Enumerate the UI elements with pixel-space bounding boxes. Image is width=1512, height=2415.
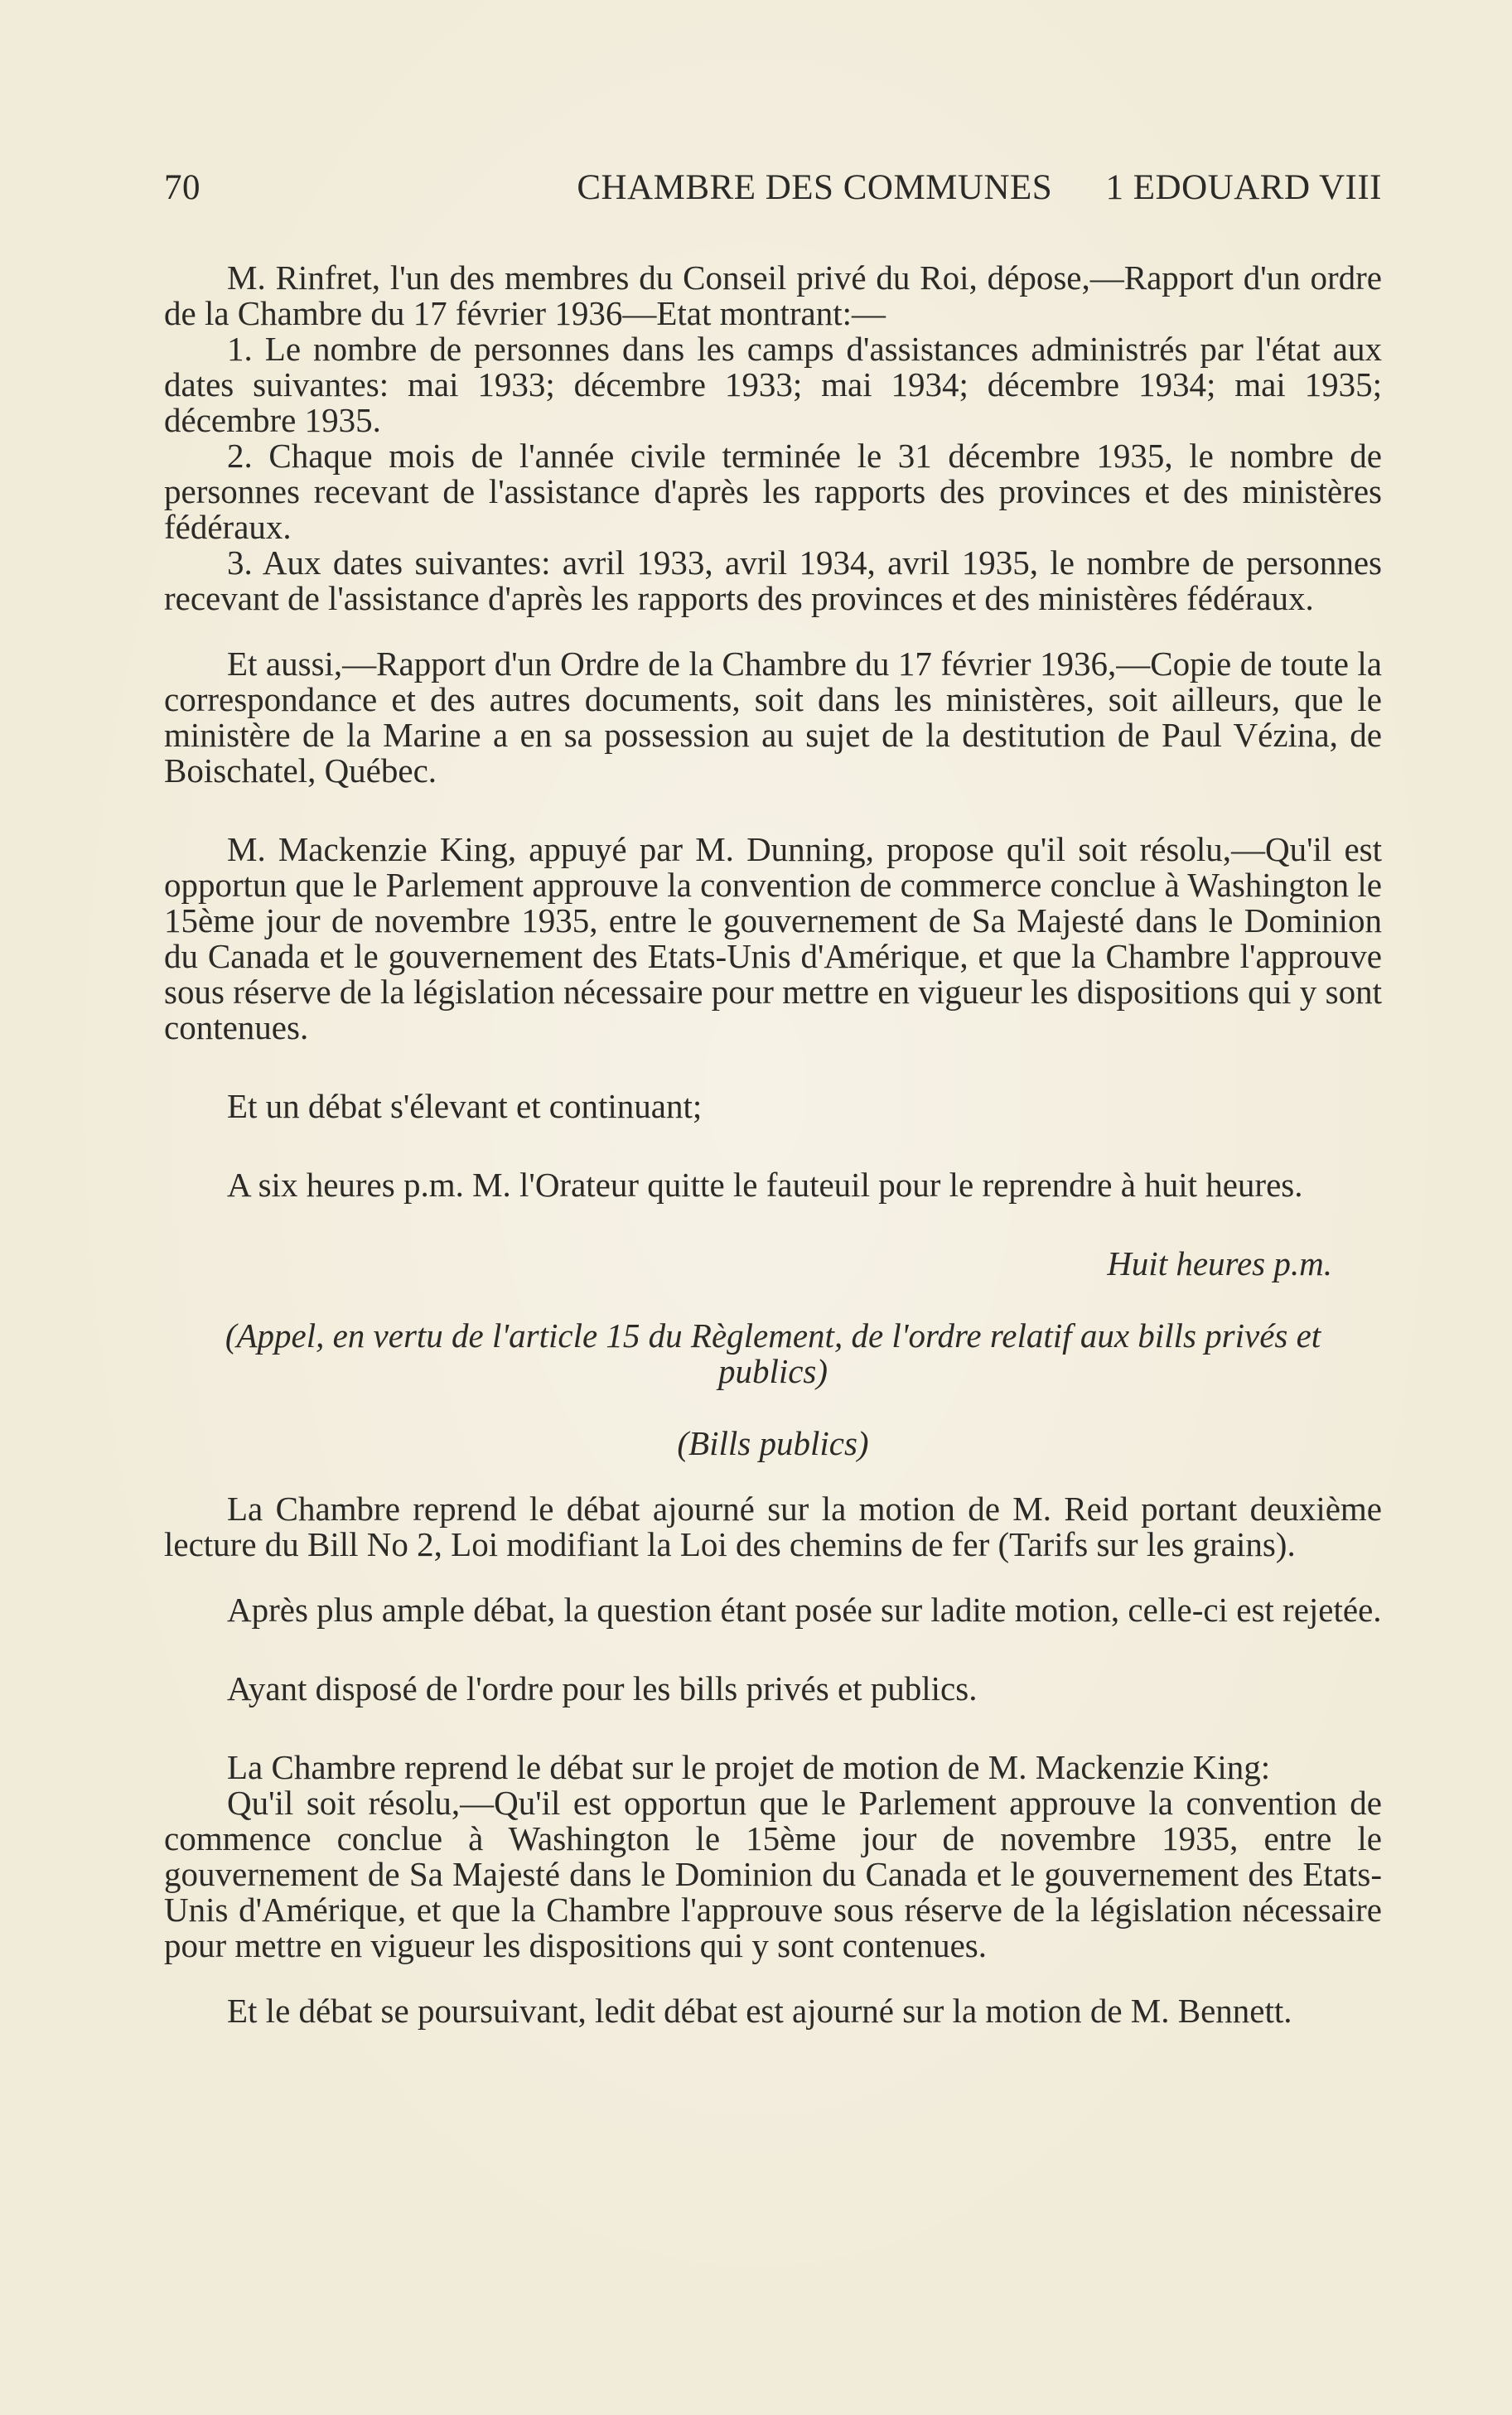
bills-publics-heading: (Bills publics): [677, 1424, 869, 1462]
paragraph-ayant-dispose: Ayant disposé de l'ordre pour les bills privés et publics.: [227, 1669, 978, 1707]
paragraph-reprend-debat: La Chambre reprend le débat sur le projet de motion de M. Mackenzie King:: [227, 1748, 1271, 1786]
page-number: 70: [164, 168, 200, 207]
page-content: [164, 170, 1382, 2029]
paragraph-item-3: 3. Aux dates suivantes: avril 1933, avril 1934, avril 1935, le nombre de personnes recevant de l'assistance d'après les rapports des provinces et des ministères fédéraux.: [164, 543, 1382, 617]
paragraph-debat: Et un débat s'élevant et continuant;: [227, 1087, 703, 1125]
paragraph-reid-motion: La Chambre reprend le débat ajourné sur la motion de M. Reid portant deuxième lecture du Bill No 2, Loi modifiant la Loi des chemins de fer (Tarifs sur les grains).: [164, 1490, 1382, 1563]
paragraph-item-1: 1. Le nombre de personnes dans les camps d'assistances administrés par l'état aux dates suivantes: mai 1933; décembre 1933; mai 1934; décembre 1934; mai 1935; décembre 1935.: [164, 330, 1382, 439]
paragraph-item-2: 2. Chaque mois de l'année civile terminée le 31 décembre 1935, le nombre de personnes recevant de l'assistance d'après les rapports des provinces et des ministères fédéraux.: [164, 437, 1382, 546]
paragraph-ajourne: Et le débat se poursuivant, ledit débat est ajourné sur la motion de M. Bennett.: [227, 1992, 1292, 2030]
paragraph-et-aussi: Et aussi,—Rapport d'un Ordre de la Chambre du 17 février 1936,—Copie de toute la correspondance et des autres documents, soit dans les ministères, soit ailleurs, que le ministère de la Marine a en sa possession au sujet de la destitution de Paul Vézina, de Boischatel, Québec.: [164, 645, 1382, 790]
header-session: 1 EDOUARD VIII: [1105, 168, 1382, 207]
call-heading: [164, 1318, 1382, 1389]
call-heading-text: (Appel, en vertu de l'article 15 du Règlement, de l'ordre relatif aux bills privés et publics): [225, 1316, 1321, 1390]
running-header: [164, 170, 1382, 205]
paragraph-rinfret-report: M. Rinfret, l'un des membres du Conseil privé du Roi, dépose,—Rapport d'un ordre de la Chambre du 17 février 1936—Etat montrant:—: [164, 258, 1382, 332]
paragraph-rejetee: Après plus ample débat, la question étant posée sur ladite motion, celle-ci est rejetée.: [227, 1591, 1382, 1629]
paragraph-mackenzie-motion: M. Mackenzie King, appuyé par M. Dunning, propose qu'il soit résolu,—Qu'il est opportun que le Parlement approuve la convention de commerce conclue à Washington le 15ème jour de novembre 1935, entre le gouvernement de Sa Majesté dans le Dominion du Canada et le gouvernement des Etats-Unis d'Amérique, et que la Chambre l'approuve sous réserve de la législation nécessaire pour mettre en vigueur les dispositions qui y sont contenues.: [164, 830, 1382, 1046]
paragraph-six-heures: A six heures p.m. M. l'Orateur quitte le fauteuil pour le reprendre à huit heures.: [227, 1166, 1303, 1204]
header-title: CHAMBRE DES COMMUNES: [577, 168, 1053, 207]
paragraph-resolution: Qu'il soit résolu,—Qu'il est opportun que le Parlement approuve la convention de commence conclue à Washington le 15ème jour de novembre 1935, entre le gouvernement de Sa Majesté dans le Dominion du Canada et le gouvernement des Etats-Unis d'Amérique, et que la Chambre l'approuve sous réserve de la législation nécessaire pour mettre en vigueur les dispositions qui y sont contenues.: [164, 1784, 1382, 1964]
time-heading: Huit heures p.m.: [1107, 1244, 1332, 1282]
